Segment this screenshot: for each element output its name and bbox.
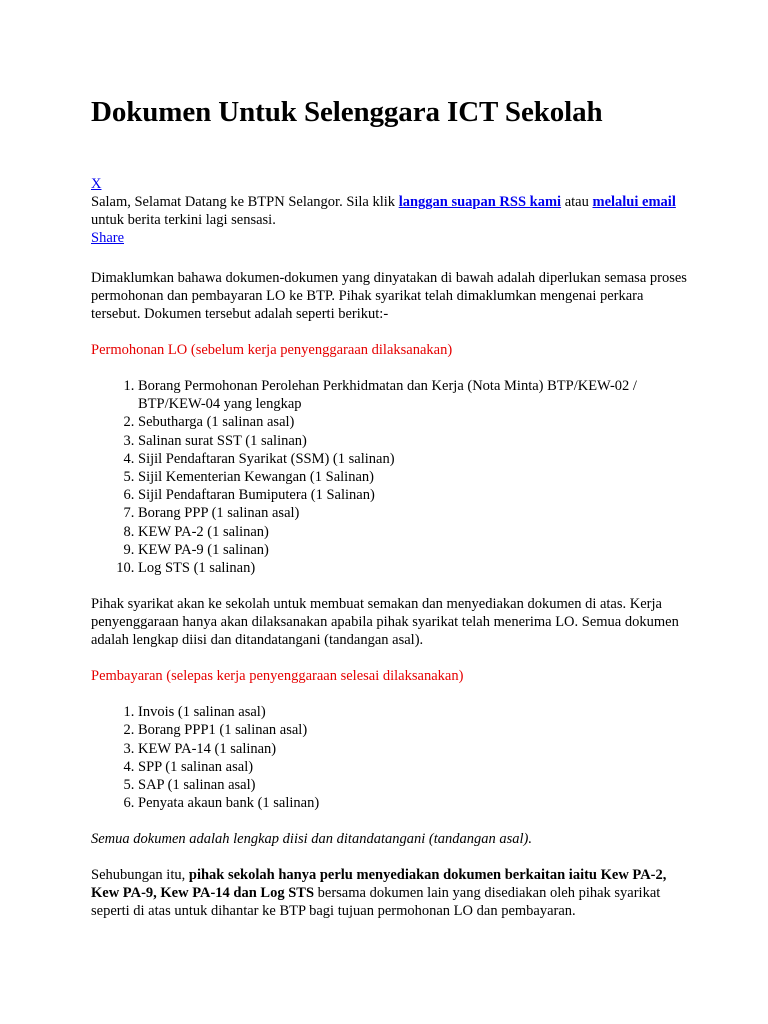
list-item: 4. SPP (1 salinan asal): [138, 758, 691, 776]
section-heading-pembayaran: Pembayaran (selepas kerja penyenggaraan selesai dilaksanakan): [91, 668, 464, 685]
list-item: 7. Borang PPP (1 salinan asal): [138, 504, 691, 522]
welcome-text-middle: atau: [561, 194, 593, 210]
share-link[interactable]: Share: [91, 230, 125, 246]
closing-text-after: bersama dokumen lain yang disediakan oleh pihak syarikat seperti di atas untuk dihantar ke BTP bagi tujuan permohonan LO dan pembayaran.: [91, 885, 661, 920]
list-item: 9. KEW PA-9 (1 salinan): [138, 541, 691, 559]
list-item: 3. Salinan surat SST (1 salinan): [138, 432, 691, 450]
list-item: 6. Sijil Pendaftaran Bumiputera (1 Salinan): [138, 486, 691, 504]
list-item: 1. Borang Permohonan Perolehan Perkhidmatan dan Kerja (Nota Minta) BTP/KEW-02 / BTP/KEW-04 yang lengkap: [138, 377, 691, 413]
list-item: 10. Log STS (1 salinan): [138, 559, 691, 577]
email-subscribe-link[interactable]: melalui email: [592, 194, 676, 210]
intro-paragraph: Dimaklumkan bahawa dokumen-dokumen yang dinyatakan di bawah adalah diperlukan semasa proses permohonan dan pembayaran LO ke BTP. Pihak syarikat telah dimaklumkan mengenai perkara tersebut. Dokumen tersebut adalah seperti berikut:-: [91, 270, 687, 322]
closing-paragraph: [91, 866, 691, 920]
permohonan-note: Pihak syarikat akan ke sekolah untuk membuat semakan dan menyediakan dokumen di atas. Kerja penyenggaraan hanya akan dilaksanakan apabila pihak syarikat telah menerima LO. Semua dokumen adalah lengkap diisi dan ditandatangani (tandangan asal).: [91, 596, 679, 649]
list-item: 1. Invois (1 salinan asal): [138, 703, 691, 721]
pembayaran-note: Semua dokumen adalah lengkap diisi dan ditandatangani (tandangan asal).: [91, 831, 533, 848]
page-title: Dokumen Untuk Selenggara ICT Sekolah: [91, 96, 603, 128]
welcome-text-after: untuk berita terkini lagi sensasi.: [91, 212, 276, 228]
section-heading-permohonan: Permohonan LO (sebelum kerja penyenggaraan dilaksanakan): [91, 342, 453, 358]
list-item: 5. Sijil Kementerian Kewangan (1 Salinan): [138, 468, 691, 486]
list-item: 3. KEW PA-14 (1 salinan): [138, 740, 691, 758]
list-item: 2. Borang PPP1 (1 salinan asal): [138, 721, 691, 739]
rss-subscribe-link[interactable]: langgan suapan RSS kami: [398, 194, 562, 210]
closing-text-before: Sehubungan itu,: [91, 867, 189, 884]
article-body: [91, 95, 691, 920]
list-item: 5. SAP (1 salinan asal): [138, 776, 691, 794]
pembayaran-document-list: [91, 703, 691, 812]
closing-bold-text: pihak sekolah hanya perlu menyediakan dokumen berkaitan iaitu Kew PA-2, Kew PA-9, Kew PA-14 dan Log STS: [91, 867, 667, 902]
list-item: 2. Sebutharga (1 salinan asal): [138, 413, 691, 431]
close-link[interactable]: X: [91, 176, 102, 192]
welcome-text-before: Salam, Selamat Datang ke BTPN Selangor. Sila klik: [91, 194, 399, 210]
list-item: 4. Sijil Pendaftaran Syarikat (SSM) (1 salinan): [138, 450, 691, 468]
list-item: 8. KEW PA-2 (1 salinan): [138, 523, 691, 541]
permohonan-document-list: [91, 377, 691, 577]
list-item: 6. Penyata akaun bank (1 salinan): [138, 794, 691, 812]
welcome-message: [91, 193, 691, 229]
